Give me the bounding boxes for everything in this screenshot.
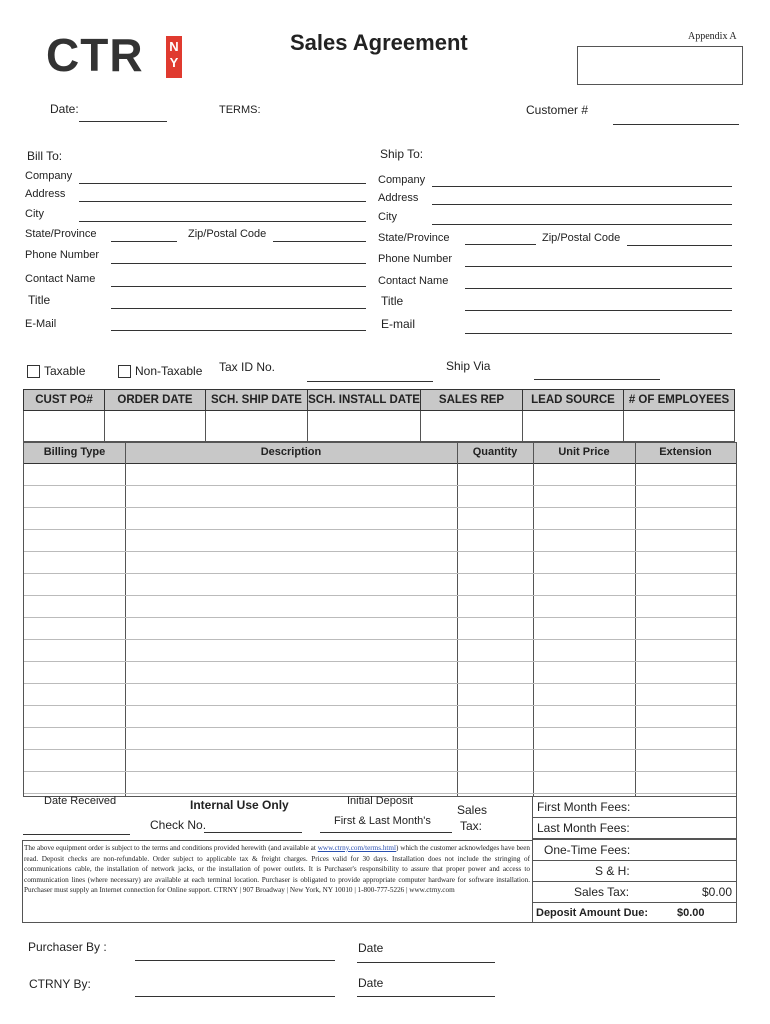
one-time-row[interactable] — [532, 839, 737, 861]
col-billing-type: Billing Type — [43, 446, 106, 458]
table-row[interactable] — [24, 727, 736, 728]
sch-ship-date-cell[interactable] — [206, 411, 308, 442]
ship-title-field[interactable] — [465, 310, 732, 311]
col-sch-install-date: SCH. INSTALL DATE — [308, 390, 421, 411]
date-received-label: Date Received — [44, 795, 117, 807]
appendix-box[interactable] — [577, 46, 743, 85]
order-date-cell[interactable] — [105, 411, 206, 442]
col-description: Description — [260, 446, 322, 458]
sales-tax-value: $0.00 — [701, 885, 732, 899]
col-sch-ship-date: SCH. SHIP DATE — [206, 390, 308, 411]
employees-cell[interactable] — [624, 411, 735, 442]
bill-city-field[interactable] — [79, 221, 366, 222]
col-divider — [457, 443, 458, 796]
bill-address-label: Address — [25, 188, 66, 200]
col-unit-price: Unit Price — [558, 446, 610, 458]
one-time-label: One-Time Fees: — [544, 843, 631, 857]
table-row[interactable] — [24, 749, 736, 750]
logo-badge-y: Y — [169, 55, 179, 70]
logo-badge — [166, 36, 182, 78]
order-info-table — [23, 389, 735, 442]
deposit-due-row[interactable] — [532, 902, 737, 923]
last-month-row[interactable] — [532, 817, 737, 839]
date-received-field[interactable] — [23, 834, 130, 835]
logo-text: CTR — [46, 29, 144, 81]
table-row[interactable] — [24, 551, 736, 552]
first-last-label: First & Last Month's — [334, 815, 431, 827]
col-extension: Extension — [659, 446, 712, 458]
ctrny-date-field[interactable] — [357, 996, 495, 997]
ship-to-heading: Ship To: — [380, 147, 424, 161]
check-no-label: Check No. — [150, 818, 207, 832]
logo-badge-n: N — [169, 39, 179, 54]
tax-id-label: Tax ID No. — [219, 360, 276, 374]
table-row[interactable] — [24, 529, 736, 530]
bill-state-label: State/Province — [25, 228, 97, 240]
non-taxable-checkbox[interactable] — [118, 365, 131, 378]
bill-state-field[interactable] — [111, 241, 177, 242]
sales-tax-label: Sales Tax: — [574, 885, 630, 899]
page-title: Sales Agreement — [290, 30, 468, 55]
ship-city-label: City — [378, 211, 397, 223]
bill-to-heading: Bill To: — [27, 149, 63, 163]
col-employees: # OF EMPLOYEES — [624, 390, 735, 411]
date-field[interactable] — [79, 121, 167, 122]
ship-email-label: E-mail — [381, 317, 416, 331]
col-divider — [635, 443, 636, 796]
bill-phone-field[interactable] — [111, 263, 366, 264]
col-order-date: ORDER DATE — [105, 390, 206, 411]
bill-email-label: E-Mail — [25, 318, 57, 330]
first-month-label: First Month Fees: — [537, 800, 631, 814]
ship-zip-label: Zip/Postal Code — [542, 232, 621, 244]
bill-phone-label: Phone Number — [25, 249, 99, 261]
date-label-1: Date — [358, 941, 384, 955]
ship-contact-field[interactable] — [465, 288, 732, 289]
table-row[interactable] — [24, 771, 736, 772]
col-divider — [533, 443, 534, 796]
logo — [46, 28, 186, 84]
terms-text — [24, 843, 530, 896]
table-row[interactable] — [24, 507, 736, 508]
col-divider — [125, 443, 126, 796]
ship-contact-label: Contact Name — [378, 275, 449, 287]
table-row[interactable] — [24, 595, 736, 596]
line-items-grid — [23, 442, 737, 797]
bill-email-field[interactable] — [111, 330, 366, 331]
ctrny-label: CTRNY By: — [29, 977, 91, 991]
sales-tax-row[interactable] — [532, 881, 737, 903]
ship-zip-field[interactable] — [627, 245, 732, 246]
date-label: Date: — [50, 102, 79, 116]
initial-deposit-label: Initial Deposit — [347, 795, 414, 807]
table-row[interactable] — [24, 573, 736, 574]
ship-via-field[interactable] — [534, 379, 660, 380]
bill-contact-label: Contact Name — [25, 273, 96, 285]
internal-use-label: Internal Use Only — [190, 798, 289, 812]
bill-contact-field[interactable] — [111, 286, 366, 287]
check-no-field[interactable] — [204, 832, 302, 833]
ship-address-label: Address — [378, 192, 419, 204]
bill-city-label: City — [25, 208, 44, 220]
purchaser-label: Purchaser By : — [28, 940, 107, 954]
ship-city-field[interactable] — [432, 224, 732, 225]
sch-install-date-cell[interactable] — [308, 411, 421, 442]
ship-address-field[interactable] — [432, 204, 732, 205]
ship-state-field[interactable] — [465, 244, 536, 245]
cust-po-cell[interactable] — [24, 411, 105, 442]
terms-label: TERMS: — [219, 104, 261, 116]
sales-tax-label-bottom: Tax: — [460, 819, 483, 833]
ctrny-signature-field[interactable] — [135, 996, 335, 997]
deposit-due-value: $0.00 — [677, 907, 705, 919]
last-month-label: Last Month Fees: — [537, 821, 630, 835]
bill-title-label: Title — [28, 293, 51, 307]
bill-title-field[interactable] — [111, 308, 366, 309]
table-row[interactable] — [24, 617, 736, 618]
bill-company-field[interactable] — [79, 183, 366, 184]
deposit-due-label: Deposit Amount Due: — [536, 907, 649, 919]
ship-company-label: Company — [378, 174, 426, 186]
bill-zip-field[interactable] — [273, 241, 366, 242]
ship-phone-label: Phone Number — [378, 253, 452, 265]
table-row[interactable] — [24, 661, 736, 662]
purchaser-date-field[interactable] — [357, 962, 495, 963]
purchaser-signature-field[interactable] — [135, 960, 335, 961]
customer-number-label: Customer # — [526, 103, 589, 117]
table-row[interactable] — [24, 793, 736, 794]
terms-text-after: ) which the customer acknowledges have been read. Deposit checks are non-refundable. Order subject to applicable tax & freight charges. Prices valid for 30 days. Installation does not include the stringing of communications cable, the installation of network jacks, or the installation of power outlets. It is Purchaser's responsibility to assure that proper power and access to communication lines (where necessary) are available at each terminal location. Purchaser is obligated to provide appropriate computer hardware for software installation. Purchaser must supply an Internet connection for Online support. CTRNY | 907 Broadway | New York, NY 10010 | 1-800-777-5226 | www.ctrny.com — [24, 844, 531, 894]
ship-phone-field[interactable] — [465, 266, 732, 267]
non-taxable-label: Non-Taxable — [135, 364, 203, 378]
bill-zip-label: Zip/Postal Code — [188, 228, 267, 240]
bill-company-label: Company — [25, 170, 73, 182]
table-row[interactable] — [24, 705, 736, 706]
date-label-2: Date — [358, 976, 384, 990]
table-row[interactable] — [24, 683, 736, 684]
col-cust-po: CUST PO# — [24, 390, 105, 411]
bill-address-field[interactable] — [79, 201, 366, 202]
customer-number-field[interactable] — [613, 124, 739, 125]
ship-title-label: Title — [381, 294, 404, 308]
ship-via-label: Ship Via — [446, 359, 491, 373]
table-row[interactable] — [24, 485, 736, 486]
lead-source-cell[interactable] — [523, 411, 624, 442]
ship-state-label: State/Province — [378, 232, 450, 244]
table-row[interactable] — [24, 639, 736, 640]
tax-id-field[interactable] — [307, 381, 433, 382]
col-quantity: Quantity — [472, 446, 518, 458]
col-lead-source: LEAD SOURCE — [523, 390, 624, 411]
col-sales-rep: SALES REP — [421, 390, 523, 411]
sales-tax-label-top: Sales — [457, 803, 488, 817]
first-month-row[interactable] — [532, 796, 737, 818]
ship-company-field[interactable] — [432, 186, 732, 187]
ship-email-field[interactable] — [465, 333, 732, 334]
terms-text-before: The above equipment order is subject to the terms and conditions provided herewith (and available at — [24, 844, 318, 852]
taxable-checkbox[interactable] — [27, 365, 40, 378]
sh-row[interactable] — [532, 860, 737, 882]
sh-label: S & H: — [595, 864, 630, 878]
initial-deposit-field[interactable] — [320, 832, 452, 833]
terms-link[interactable]: www.ctrny.com/terms.html — [317, 844, 397, 852]
appendix-label: Appendix A — [688, 31, 737, 42]
sales-rep-cell[interactable] — [421, 411, 523, 442]
taxable-label: Taxable — [44, 364, 86, 378]
